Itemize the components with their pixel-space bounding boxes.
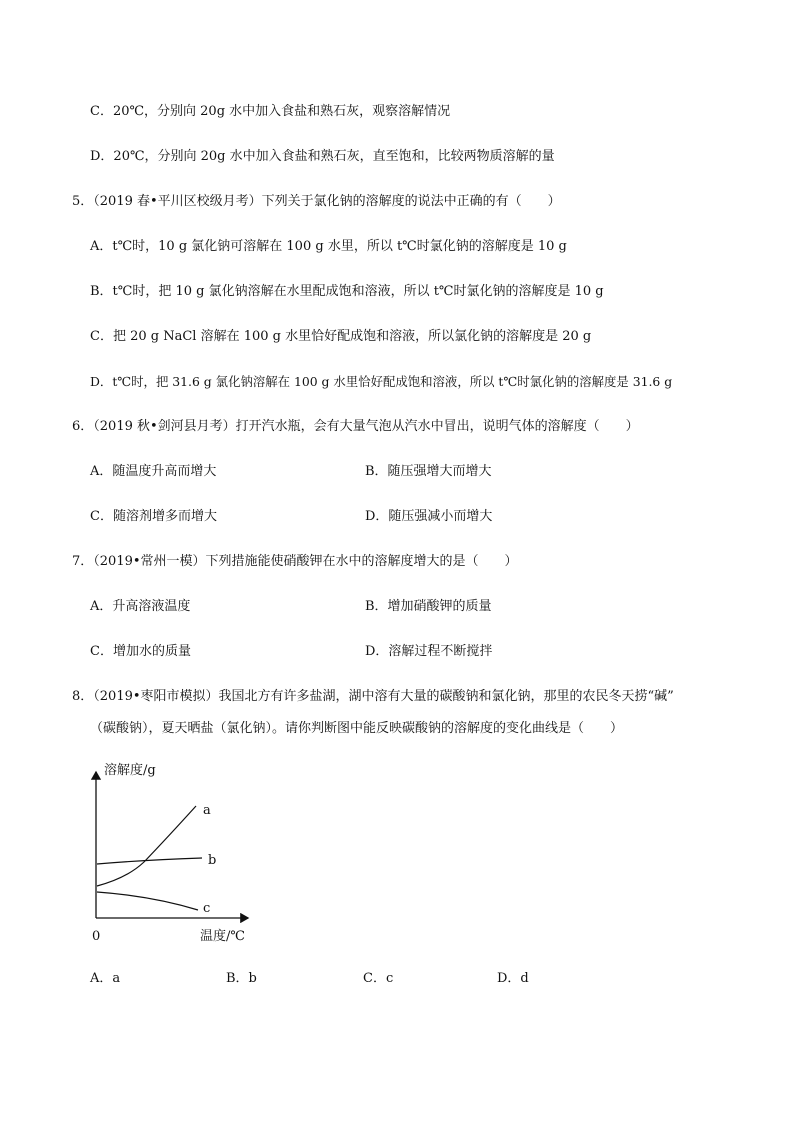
question-7-stem: 7．（2019•常州一模）下列措施能使硝酸钾在水中的溶解度增大的是（ ） — [72, 554, 518, 569]
question-8-stem-line2: （碳酸钠），夏天晒盐（氯化钠）。请你判断图中能反映碳酸钠的溶解度的变化曲线是（ ） — [90, 721, 624, 736]
q4-option-d: D．20℃，分别向 20g 水中加入食盐和熟石灰，直至饱和，比较两物质溶解的量 — [90, 149, 555, 164]
q8-option-b: B．b — [226, 971, 257, 986]
question-6-stem: 6．（2019 秋•剑河县月考）打开汽水瓶，会有大量气泡从汽水中冒出，说明气体的溶解度（ ） — [72, 419, 639, 434]
q6-option-b: B．随压强增大而增大 — [365, 464, 492, 479]
curve-c — [97, 892, 198, 910]
curve-label-c: c — [203, 901, 211, 916]
q6-option-a: A．随温度升高而增大 — [90, 464, 217, 479]
y-axis-label: 溶解度/g — [104, 763, 156, 778]
q7-option-b: B．增加硝酸钾的质量 — [365, 599, 492, 614]
solubility-curve-figure — [82, 760, 262, 950]
curve-label-b: b — [208, 853, 217, 868]
q6-option-c: C．随溶剂增多而增大 — [90, 509, 217, 524]
q6-option-d: D．随压强减小而增大 — [365, 509, 493, 524]
q5-option-c: C．把 20 g NaCl 溶解在 100 g 水里恰好配成饱和溶液，所以氯化钠的溶解度是 20 g — [90, 329, 592, 344]
question-5-stem: 5．（2019 春•平川区校级月考）下列关于氯化钠的溶解度的说法中正确的有（ ） — [72, 194, 561, 209]
curve-a — [97, 806, 196, 886]
q7-option-d: D．溶解过程不断搅拌 — [365, 644, 493, 659]
q4-option-c: C．20℃，分别向 20g 水中加入食盐和熟石灰，观察溶解情况 — [90, 104, 451, 119]
q8-option-d: D．d — [497, 971, 529, 986]
q7-option-a: A．升高溶液温度 — [90, 599, 191, 614]
curve-b — [97, 858, 202, 864]
q7-option-c: C．增加水的质量 — [90, 644, 191, 659]
question-8-stem-line1: 8．（2019•枣阳市模拟）我国北方有许多盐湖，湖中溶有大量的碳酸钠和氯化钠，那里的农民冬天捞“碱” — [72, 689, 674, 704]
q8-option-c: C．c — [363, 971, 394, 986]
curve-label-a: a — [203, 803, 211, 818]
origin-label: 0 — [92, 929, 101, 944]
q8-option-a: A．a — [90, 971, 121, 986]
x-axis-label: 温度/℃ — [200, 929, 245, 944]
q5-option-a: A．t℃时，10 g 氯化钠可溶解在 100 g 水里，所以 t℃时氯化钠的溶解度是 10 g — [90, 239, 567, 254]
q5-option-b: B．t℃时，把 10 g 氯化钠溶解在水里配成饱和溶液，所以 t℃时氯化钠的溶解度是 10 g — [90, 284, 604, 299]
q5-option-d: D．t℃时，把 31.6 g 氯化钠溶解在 100 g 水里恰好配成饱和溶液，所以 t℃时氯化钠的溶解度是 31.6 g — [90, 374, 673, 389]
